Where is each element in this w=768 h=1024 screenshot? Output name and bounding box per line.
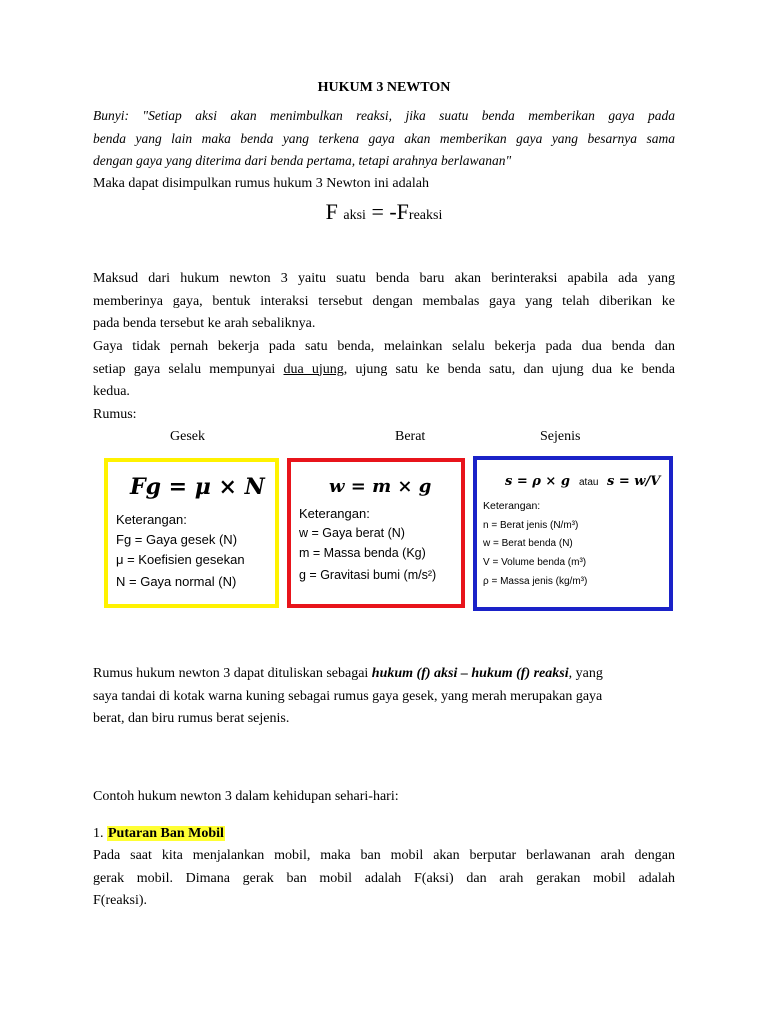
maksud-paragraph xyxy=(93,268,675,336)
atau-text: atau xyxy=(579,477,599,488)
contoh-intro: Contoh hukum newton 3 dalam kehidupan sehari-hari: xyxy=(93,789,399,804)
equation-sejenis-a: s = ρ × g xyxy=(505,474,570,489)
box-berat-sejenis xyxy=(473,456,673,611)
rumus-label: Rumus: xyxy=(93,407,137,422)
bunyi-paragraph xyxy=(93,105,675,173)
keterangan-title: Keterangan: xyxy=(116,512,187,527)
conclusion-text: Maka dapat disimpulkan rumus hukum 3 Newton ini adalah xyxy=(93,176,429,191)
keterangan-item: w = Gaya berat (N) xyxy=(299,526,405,540)
keterangan-item: Fg = Gaya gesek (N) xyxy=(116,532,238,547)
rumus-paragraph xyxy=(93,663,675,731)
example-number: 1. xyxy=(93,826,104,841)
gaya-line: kedua. xyxy=(93,384,130,400)
gaya-paragraph xyxy=(93,336,675,404)
keterangan-item: μ = Koefisien gesekan xyxy=(116,552,245,567)
rumus-line: berat, dan biru rumus berat sejenis. xyxy=(93,711,290,727)
rumus-text: Rumus hukum newton 3 dapat dituliskan sebagai xyxy=(93,666,372,681)
rumus-text: , yang xyxy=(568,666,603,681)
gaya-text: , ujung satu ke benda satu, dan ujung dua ke benda xyxy=(343,361,676,377)
keterangan-item: w = Berat benda (N) xyxy=(483,538,573,549)
gaya-line: Gaya tidak pernah bekerja pada satu benda, melainkan selalu bekerja pada dua benda dan xyxy=(93,339,675,354)
formula-lhs: F xyxy=(325,199,338,224)
formula-op: = -F xyxy=(371,199,409,224)
bunyi-line: Bunyi: "Setiap aksi akan menimbulkan reaksi, jika suatu benda memberikan gaya pada xyxy=(93,108,675,123)
keterangan-item: n = Berat jenis (N/m³) xyxy=(483,520,579,531)
keterangan-item: m = Massa benda (Kg) xyxy=(299,546,426,560)
gaya-line xyxy=(93,359,675,382)
maksud-line: Maksud dari hukum newton 3 yaitu suatu benda baru akan berinteraksi apabila ada yang xyxy=(93,271,675,286)
equation-sejenis-b: s = w/V xyxy=(607,474,661,489)
example-1-heading xyxy=(93,823,675,846)
formula-rhs-sub: reaksi xyxy=(408,208,443,223)
bunyi-line: dengan gaya yang diterima dari benda pertama, tetapi arahnya berlawanan" xyxy=(93,153,512,169)
example-line: F(reaksi). xyxy=(93,893,148,909)
gaya-text: setiap gaya selalu mempunyai xyxy=(93,361,284,377)
page-title: HUKUM 3 NEWTON xyxy=(317,80,451,95)
equation-gesek: Fg = μ × N xyxy=(130,474,265,500)
newton-formula xyxy=(0,199,768,225)
keterangan-item: g = Gravitasi bumi (m/s²) xyxy=(299,568,437,582)
equation-berat: w = m × g xyxy=(329,476,432,497)
example-line: gerak mobil. Dimana gerak ban mobil adalah F(aksi) dan arah gerakan mobil adalah xyxy=(93,870,675,886)
label-sejenis: Sejenis xyxy=(540,429,581,444)
maksud-line: memberinya gaya, bentuk interaksi tersebut dengan membalas gaya yang telah diberikan ke xyxy=(93,293,675,309)
rumus-bold-italic: hukum (f) aksi – hukum (f) reaksi xyxy=(371,666,569,681)
maksud-line: pada benda tersebut ke arah sebaliknya. xyxy=(93,316,316,332)
box-gaya-berat xyxy=(287,458,465,608)
keterangan-title: Keterangan: xyxy=(483,500,541,512)
bunyi-line: benda yang lain maka benda yang terkena gaya akan memberikan gaya yang besarnya sama xyxy=(93,130,675,146)
box-gaya-gesek xyxy=(104,458,279,608)
label-gesek: Gesek xyxy=(170,429,205,444)
keterangan-item: N = Gaya normal (N) xyxy=(116,574,237,589)
example-title-highlight: Putaran Ban Mobil xyxy=(108,826,224,841)
label-berat: Berat xyxy=(395,429,426,444)
formula-lhs-sub: aksi xyxy=(343,208,366,223)
rumus-line xyxy=(93,663,675,686)
example-1-paragraph xyxy=(93,845,675,913)
dua-ujung-underlined: dua ujung xyxy=(283,361,344,377)
rumus-line: saya tandai di kotak warna kuning sebagai rumus gaya gesek, yang merah merupakan gaya xyxy=(93,688,603,704)
keterangan-title: Keterangan: xyxy=(299,506,370,521)
keterangan-item: V = Volume benda (m³) xyxy=(483,557,587,568)
keterangan-item: ρ = Massa jenis (kg/m³) xyxy=(483,576,588,587)
example-line: Pada saat kita menjalankan mobil, maka ban mobil akan berputar berlawanan arah dengan xyxy=(93,848,675,863)
